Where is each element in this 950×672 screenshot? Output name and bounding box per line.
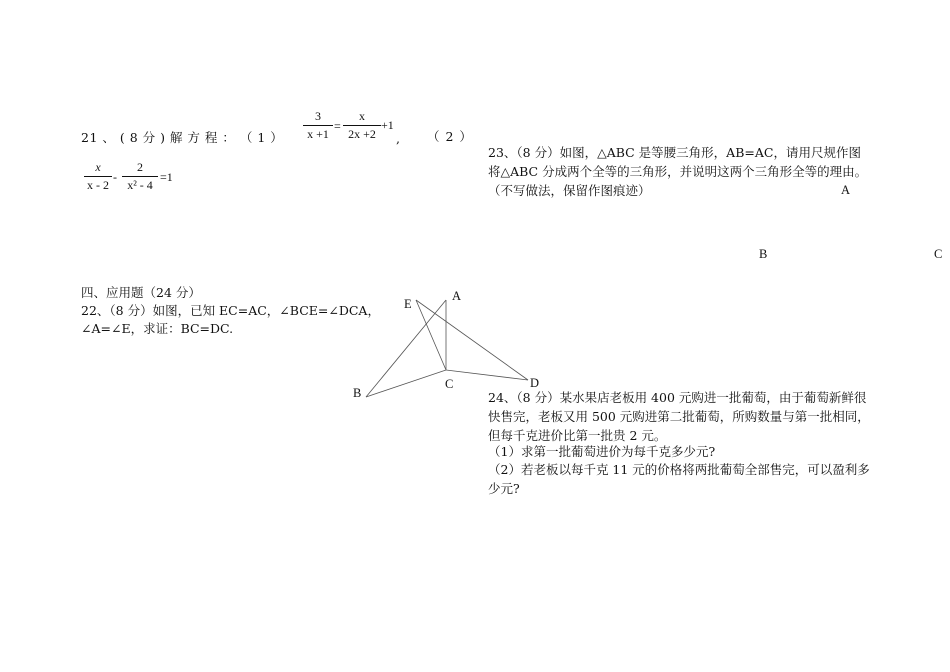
q21-eq1-tail: +1: [381, 118, 394, 132]
q23-label-A: A: [841, 183, 851, 197]
q23-label-B: B: [759, 247, 768, 261]
q23-label-C: C: [934, 247, 943, 261]
q23-text: 23、（8 分）如图，△ABC 是等腰三角形，AB=AC，请用尺规作图将△ABC 分成两个全等的三角形，并说明这两个三角形全等的理由。（不写做法，保留作图痕迹）: [488, 145, 868, 198]
q22-label-D: D: [530, 376, 540, 390]
segment-BA: [366, 300, 446, 397]
q24-sub2: （2）若老板以每千克 11 元的价格将两批葡萄全部售完，可以盈利多少元?: [488, 462, 870, 496]
q22-line1: 22、（8 分）如图，已知 EC=AC，∠BCE=∠DCA，: [81, 303, 380, 318]
segment-BC: [366, 370, 446, 397]
q21-prefix: 21 、 ( 8 分 ) 解 方 程 ： （ 1 ）: [81, 130, 284, 145]
q22-line2: ∠A=∠E，求证：BC=DC.: [81, 321, 234, 336]
q24-text: 24、（8 分）某水果店老板用 400 元购进一批葡萄，由于葡萄新鲜很快售完，老板又用 500 元购进第二批葡萄，所购数量与第一批相同，但每千克进价比第一批贵 2 元。: [488, 390, 870, 443]
q21-eq2-fraction-1: x x - 2: [84, 160, 112, 193]
q24-sub1: （1）求第一批葡萄进价为每千克多少元?: [488, 444, 716, 459]
q21-eq1-equals: =: [334, 119, 341, 133]
q21-eq1-fraction-1: 3 x +1: [303, 109, 333, 142]
q21-eq1-fraction-2: x 2x +2: [343, 109, 381, 142]
q21-eq2-fraction-2: 2 x² - 4: [122, 160, 158, 193]
q22-label-C: C: [445, 377, 454, 391]
q21-eq2-tail: =1: [160, 170, 173, 184]
q21-eq2-minus: -: [113, 170, 117, 184]
q22-label-B: B: [353, 386, 362, 400]
q21-part2: （ 2 ）: [427, 129, 473, 144]
q22-label-E: E: [404, 297, 412, 311]
q22-label-A: A: [452, 289, 462, 303]
q21-comma: ,: [396, 131, 400, 146]
section4-heading: 四、应用题（24 分）: [81, 285, 201, 300]
